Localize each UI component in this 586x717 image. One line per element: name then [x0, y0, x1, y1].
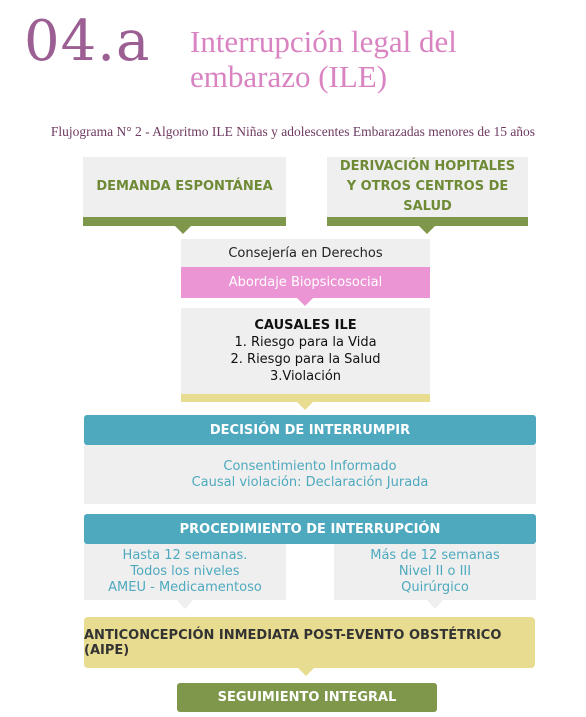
procedimiento-left-line: Hasta 12 semanas.	[122, 548, 248, 563]
procedimiento-title: PROCEDIMIENTO DE INTERRUPCIÓN	[179, 521, 441, 537]
procedimiento-left-box	[84, 544, 286, 600]
arrow-down-icon	[175, 226, 191, 234]
causales-box	[181, 308, 430, 402]
flowchart-subtitle: Flujograma N° 2 - Algoritmo ILE Niñas y adolescentes Embarazadas menores de 15 años	[50, 124, 536, 139]
derivacion-box	[327, 157, 528, 226]
seguimiento-label: SEGUIMIENTO INTEGRAL	[217, 690, 397, 705]
demanda-espontanea-label: DEMANDA ESPONTÁNEA	[96, 179, 273, 194]
decision-title: DECISIÓN DE INTERRUMPIR	[209, 422, 411, 438]
page-title: Interrupción legal del embarazo (ILE)	[190, 24, 457, 94]
procedimiento-left-line: Todos los niveles	[130, 564, 240, 579]
arrow-down-icon	[297, 402, 313, 410]
procedimiento-right-line: Más de 12 semanas	[370, 548, 500, 563]
causal-item: 1. Riesgo para la Vida	[234, 335, 377, 350]
procedimiento-right-box	[334, 544, 536, 600]
aipe-box	[84, 617, 535, 668]
arrow-down-icon	[419, 226, 435, 234]
chapter-number: 04.a	[24, 9, 151, 74]
abordaje-label: Abordaje Biopsicosocial	[228, 275, 383, 290]
procedimiento-left-line: AMEU - Medicamentoso	[108, 580, 262, 595]
causales-title: CAUSALES ILE	[254, 318, 357, 333]
derivacion-label: DERIVACIÓN HOPITALES Y OTROS CENTROS DE SALUD	[339, 159, 516, 214]
seguimiento-box	[177, 683, 437, 712]
arrow-down-icon	[298, 668, 314, 676]
demanda-espontanea-box	[83, 157, 286, 226]
consejeria-box	[181, 239, 430, 267]
aipe-label: ANTICONCEPCIÓN INMEDIATA POST-EVENTO OBSTÉTRICO (AIPE)	[84, 627, 502, 658]
decision-line: Causal violación: Declaración Jurada	[191, 474, 429, 490]
causal-item: 3.Violación	[269, 369, 342, 384]
causal-item: 2. Riesgo para la Salud	[230, 352, 381, 367]
abordaje-band	[181, 267, 430, 298]
arrow-down-icon	[297, 298, 313, 306]
procedimiento-band	[84, 514, 536, 544]
arrow-down-icon	[177, 600, 193, 609]
decision-line: Consentimiento Informado	[223, 458, 397, 474]
procedimiento-right-line: Quirúrgico	[401, 580, 469, 595]
consejeria-label: Consejería en Derechos	[228, 245, 383, 261]
arrow-down-icon	[427, 600, 443, 609]
decision-band	[84, 415, 536, 445]
decision-box	[84, 445, 536, 504]
procedimiento-right-line: Nivel II o III	[398, 564, 472, 579]
